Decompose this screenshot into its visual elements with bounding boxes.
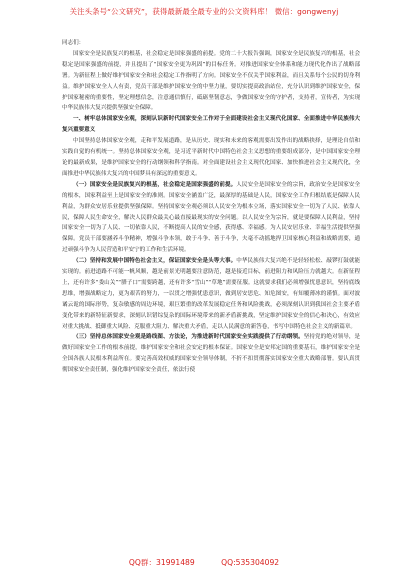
- subsection-1-paragraph: [62, 180, 360, 256]
- footer-qq: QQ:535304092: [221, 558, 280, 567]
- intro-paragraph: 国家安全是民族复兴的根基，社会稳定是国家强盛的前提。党的二十大报告强调，国家安全是民族复兴的根基，社会稳定是国家强盛的前提，并且提出了“国家安全更为巩固”的目标任务。对推进国家安全体系和能力现代化作出了战略部署。为新征程上做好维护国家安全和社会稳定工作指明了方向。国家安全不仅关乎国家利益，而且关系每个公民的切身利益。维护国家安全人人有责，党员干部是维护国家安全的中坚力量，要切实提高政治站位，充分认识到维护国家安全，保护国家秘密的重要性，坚定理想信念，注意通信慎行，砥砺坚韧意志，争做国家安全的守护者，支持者，宣传者，为实现中华民族伟大复兴提供坚强安全保障。: [62, 50, 360, 112]
- footer: [0, 557, 408, 568]
- section-1-heading: 一、树牢总体国家安全观，深刻认识新时代国家安全工作对于全面建设社会主义现代化国家、全面推进中华民族伟大复兴重要意义: [62, 116, 360, 134]
- subsection-1-heading: （一）国家安全是民族复兴的根基，社会稳定是国家强盛的前提。: [73, 181, 237, 188]
- salutation: 同志们：: [62, 40, 85, 46]
- subsection-2-text: 中华民族伟大复兴绝不是轻轻松松、敲锣打鼓就能实现的。前进道路不可能一帆风顺，越是前景光明越要注意防范，越是接近目标，前进阻力和风险压力就越大。在新征程上，还有许多“娄山关”“腊子口”需要跨越，还有许多“雪山”“草地”需要征服。这就要求我们必须增强忧患意识，坚持底线思维，增强战略定力，更为艰苦的努力，一以贯之增强忧患意识，做到居安思危、知危图安，有知覆薄冰的谨慎。面对波谲云诡的国际形势，复杂敏感的周边环境，艰巨繁重的改革发展稳定任务和风险挑战，必须深刻认识到我国社会主要矛盾变化带来的新特征新要求，深刻认识错综复杂的国际环境带来的新矛盾新挑战，坚定维护国家安全的信心和决心，有效应对重大挑战、抵御重大风险、克服重大阻力、解决重大矛盾，走以人民满意的新答卷，书写中国特色社会主义的新篇章。: [62, 258, 361, 330]
- footer-qq-group: QQ群：31991489: [128, 558, 195, 567]
- section-1-paragraph: 中国坚持总体国家安全观，走和平发展道路，是从历史、现实和未来的客观需要出发作出的战略抉择，是理论自信和实践自觉的有机统一。坚持总体国家安全观，是习近平新时代中国特色社会主义思想的重要组成部分，是中国国家安全理论的最新成果，是维护国家安全的行动纲领和科学指南。对全面建设社会主义现代化国家、加快推进社会主义现代化，全面推进中华民族伟大复兴的中国梦具有深远的重要意义。: [62, 138, 360, 177]
- subsection-3-heading: （三）坚持总体国家安全观是路线图、方法论，为推进新时代国家安全实践提供了行动纲领。: [73, 334, 304, 341]
- document-body: [62, 38, 360, 376]
- subsection-2-heading: （二）坚持和发展中国特色社会主义，保证国家安全是头等大事。: [73, 258, 237, 265]
- subsection-1-text: 人民安全是国家安全的宗旨，政治安全是国家安全的根本，国家利益至上是国家安全的准则。国家安全涵盖广泛，最深厚的基础是人民，国家安全工作归根结底是保障人民利益，为群众安居乐业提供坚强保障。坚持国家安全观必须以人民安全为根本立场，落实国家安全一切为了人民、依靠人民，保障人民生命安全，解决人民群众最关心最直接最现实的安全问题。以人民安全为宗旨，就是要保障人民利益，坚持国家安全一切为了人民、一切依靠人民，不断提高人民的安全感，获得感、幸福感。为人民安居乐业、幸福生活提供坚强保障。党员干部要涵养斗争精神，增强斗争本领，敢于斗争、善于斗争，夫毫不动摇地捍卫国家核心利益和战略需要，通过顽强斗争为人民营造和平安宁的工作和生活环境。: [62, 181, 361, 254]
- header-banner: 关注头条号“公文研究”，获得最新最全最专业的公文资料库！ 微信：gongwenyj: [69, 7, 339, 16]
- subsection-2-paragraph: [62, 256, 360, 332]
- subsection-3-text: 坚持党的绝对领导，是做好国家安全工作的根本前提，维护国家安全和社会安定的根本保证。国家安全是安邦定国的重要基石，维护国家安全是全国各族人民根本利益所在。要完善高效权威的国家安全领导体制，不折不扣贯彻落实国家安全重大战略部署。要认真贯彻国家安全责任制，强化维护国家安全责任，依法行使: [62, 334, 361, 374]
- subsection-3-paragraph: [62, 332, 360, 376]
